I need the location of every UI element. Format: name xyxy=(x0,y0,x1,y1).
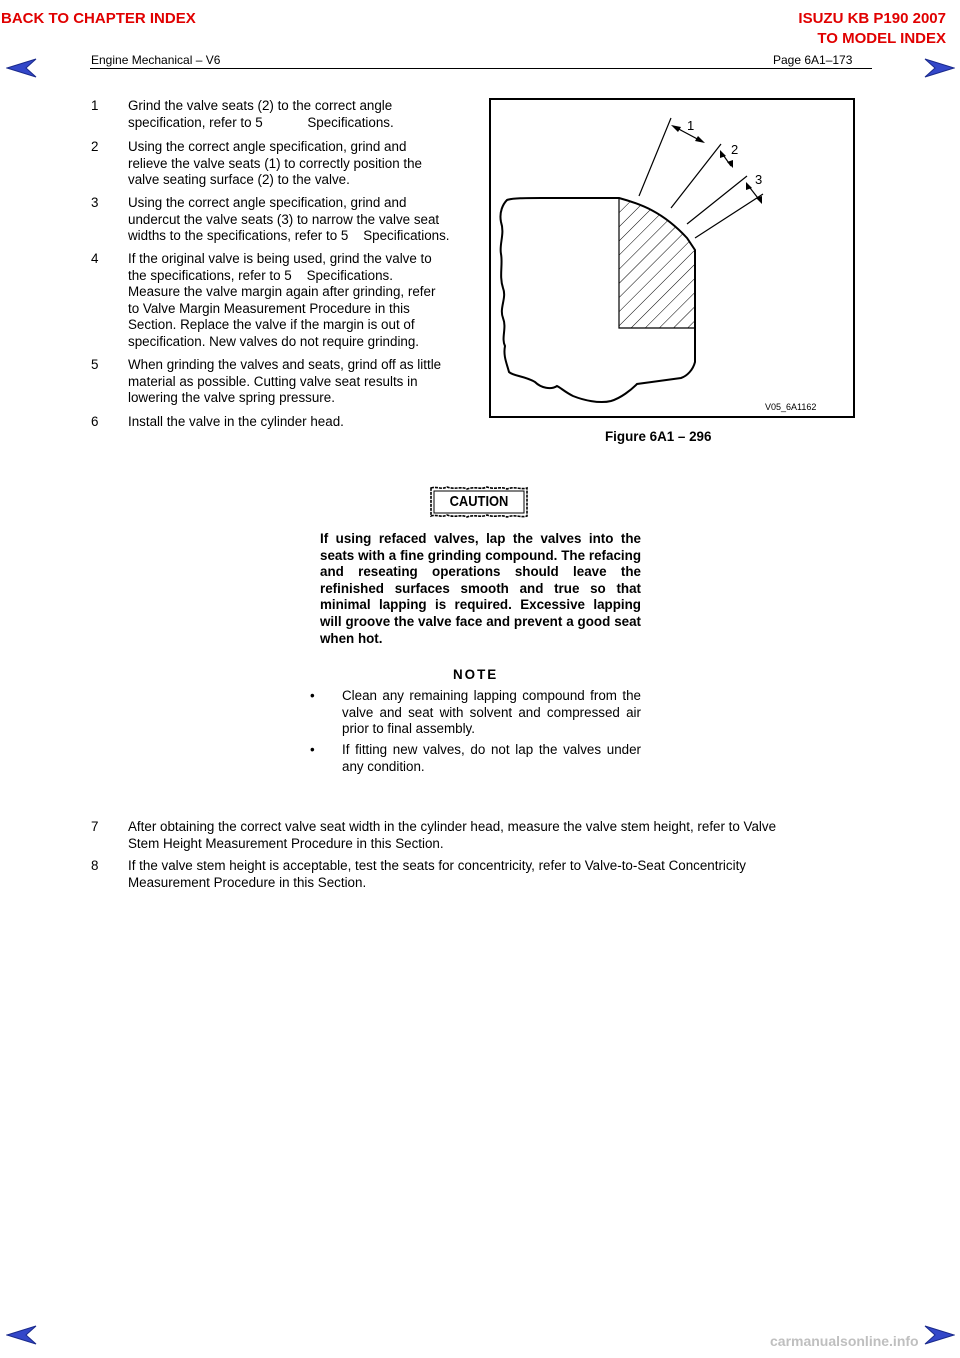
callout-label-1: 1 xyxy=(687,118,695,133)
model-title: ISUZU KB P190 2007 xyxy=(798,10,946,27)
note-label: NOTE xyxy=(453,667,499,682)
extension-line-3 xyxy=(687,176,747,224)
callout-label-2: 2 xyxy=(731,142,739,157)
caution-text: If using refaced valves, lap the valves into the seats with a fine grinding compound. The refacing and reseating operations should leave the refinished surfaces smooth and true so that minimal lapping is required. Excessive lapping will groove the valve face and prevent a good seat when hot. xyxy=(320,531,641,646)
back-to-chapter-index-link[interactable]: BACK TO CHAPTER INDEX xyxy=(1,10,196,27)
page-number: Page 6A1–173 xyxy=(773,53,853,67)
valve-seat-figure xyxy=(489,98,855,418)
next-page-arrow-icon[interactable] xyxy=(921,58,955,78)
to-model-index-link[interactable]: TO MODEL INDEX xyxy=(817,30,946,47)
callout-label-3: 3 xyxy=(755,172,763,187)
previous-page-arrow-icon[interactable] xyxy=(6,58,40,78)
extension-line-1 xyxy=(639,118,671,196)
figure-image-code: V05_6A1162 xyxy=(765,402,817,412)
section-title: Engine Mechanical – V6 xyxy=(91,53,221,67)
extension-line-2 xyxy=(671,144,721,208)
valve-seat-insert xyxy=(619,198,695,328)
caution-badge xyxy=(427,484,531,520)
bottom-previous-page-arrow-icon[interactable] xyxy=(6,1325,40,1345)
caution-label: CAUTION xyxy=(449,493,509,510)
site-watermark: carmanualsonline.info xyxy=(770,1333,919,1349)
header-rule xyxy=(90,68,872,69)
bottom-next-page-arrow-icon[interactable] xyxy=(921,1325,955,1345)
extension-line-4 xyxy=(695,194,763,238)
figure-caption: Figure 6A1 – 296 xyxy=(605,429,712,444)
valve-seat-cross-section-illustration xyxy=(491,100,853,416)
